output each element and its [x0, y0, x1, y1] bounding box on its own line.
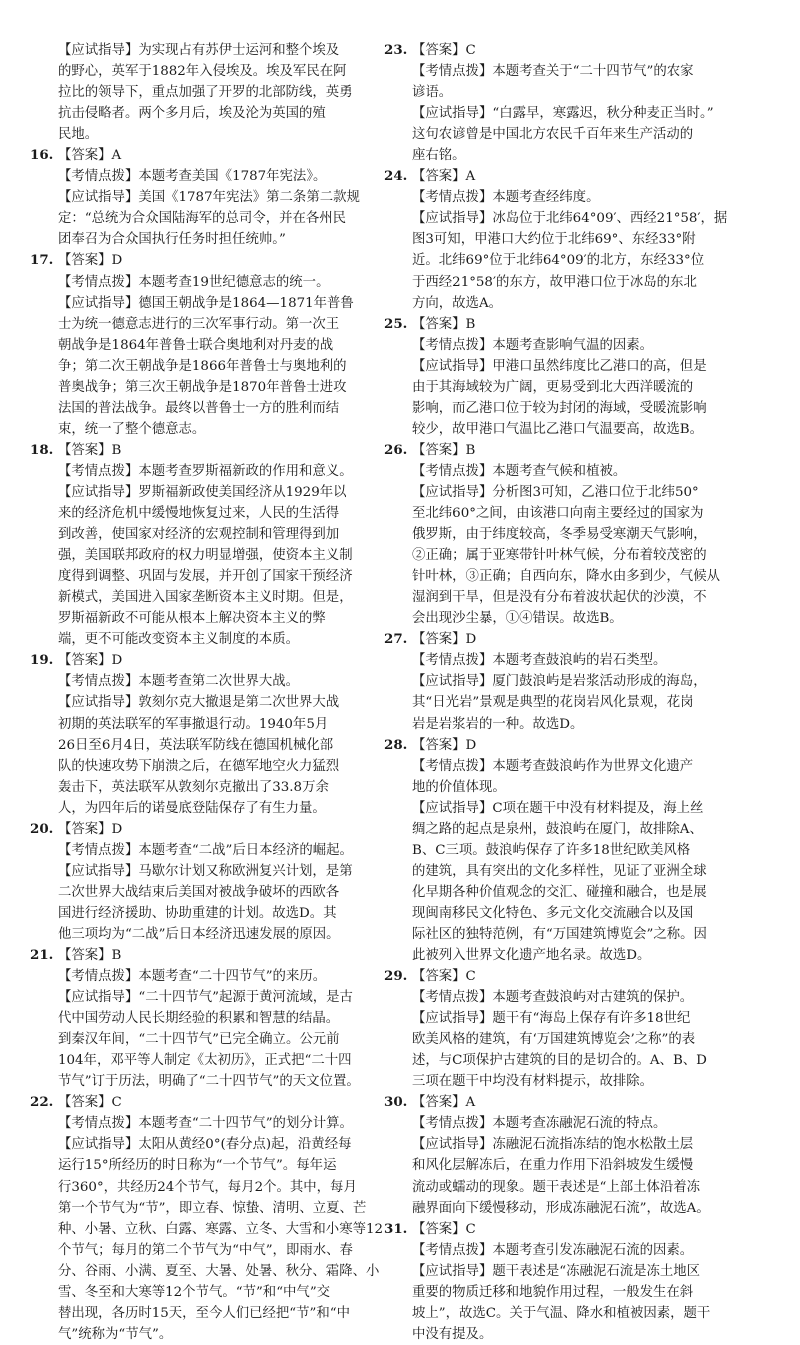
text-content: 【答案】A — [58, 148, 122, 164]
text-line — [412, 461, 762, 482]
text-line — [412, 714, 762, 735]
text-line — [58, 124, 403, 145]
text-content: 度得到调整、巩固与发展，并开创了国家干预经济 — [58, 569, 353, 585]
answer-item — [384, 1092, 762, 1218]
text-line — [58, 735, 403, 756]
text-line — [412, 124, 762, 145]
text-content: 【答案】D — [58, 821, 123, 837]
text-line — [58, 903, 403, 924]
text-content: 定：“总统为合众国陆海军的总司令，并在各州民 — [58, 211, 347, 227]
text-content: 【应试指导】厦门鼓浪屿是岩浆活动形成的海岛， — [412, 674, 707, 690]
text-content: 气”统称为“节气”。 — [58, 1326, 173, 1342]
text-content: B、C三项。鼓浪屿保存了许多18世纪欧美风格 — [412, 842, 691, 858]
text-line — [58, 314, 403, 335]
text-content: 【考情点拨】本题考查引发冻融泥石流的因素。 — [412, 1242, 694, 1258]
text-line — [412, 566, 762, 587]
question-number: 26. — [384, 441, 408, 458]
text-content: 【考情点拨】本题考查气候和植被。 — [412, 463, 627, 479]
text-content: 【应试指导】为实现占有苏伊士运河和整个埃及 — [58, 43, 340, 58]
right-column — [384, 40, 762, 1345]
text-line — [412, 756, 762, 777]
text-line — [412, 335, 762, 356]
text-content: 的野心，英军于1882年入侵埃及。埃及军民在阿 — [58, 64, 347, 80]
text-line — [412, 293, 762, 314]
question-number: 25. — [384, 315, 408, 332]
text-content: 【考情点拨】本题考查第二次世界大战。 — [58, 674, 300, 690]
text-line — [30, 145, 403, 166]
text-line — [412, 608, 762, 629]
text-content: 【考情点拨】本题考查鼓浪屿对古建筑的保护。 — [412, 990, 694, 1006]
text-line — [30, 250, 403, 271]
text-content: 【考情点拨】本题考查鼓浪屿作为世界文化遗产 — [412, 758, 694, 774]
text-content: 【考情点拨】本题考查“二十四节气”的划分计算。 — [58, 1116, 353, 1132]
text-content: 图3可知，甲港口大约位于北纬69°、东经33°附 — [412, 232, 696, 248]
answer-item — [30, 145, 403, 250]
text-content: 现闽南移民文化特色、多元文化交流融合以及国 — [412, 905, 694, 921]
text-content: 强，美国联邦政府的权力明显增强，使资本主义制 — [58, 548, 353, 564]
text-line — [412, 692, 762, 713]
text-content: 【应试指导】敦刻尔克大撤退是第二次世界大战 — [58, 695, 340, 711]
text-content: 【应试指导】罗斯福新政使美国经济从1929年以 — [58, 484, 347, 500]
text-content: 节气”订于历法，明确了“二十四节气”的天文位置。 — [58, 1074, 360, 1090]
text-line — [412, 1113, 762, 1134]
text-line — [412, 229, 762, 250]
text-line — [412, 650, 762, 671]
text-content: 会出现沙尘暴，①④错误。故选B。 — [412, 611, 623, 627]
text-content: 国进行经济援助、协助重建的计划。故选D。其 — [58, 905, 337, 921]
text-content: 【应试指导】马歇尔计划又称欧洲复兴计划，是第 — [58, 863, 353, 879]
text-content: 较少，故甲港口气温比乙港口气温要高，故选B。 — [412, 421, 704, 437]
answer-item — [30, 650, 403, 818]
text-line — [384, 735, 762, 756]
text-content: 代中国劳动人民长期经验的积累和智慧的结晶。 — [58, 1011, 340, 1027]
text-content: 岩是岩浆岩的一种。故选D。 — [412, 716, 584, 732]
text-content: 种、小暑、立秋、白露、寒露、立冬、大雪和小寒等12 — [58, 1221, 384, 1237]
text-content: 雪、冬至和大寒等12个节气。“节”和“中气”交 — [58, 1284, 331, 1300]
answer-item — [384, 440, 762, 629]
text-line — [58, 503, 403, 524]
text-line — [412, 356, 762, 377]
text-content: 到改善，使国家对经济的宏观控制和管理得到加 — [58, 527, 340, 543]
text-line — [412, 250, 762, 271]
text-line — [58, 671, 403, 692]
answer-item — [30, 1092, 403, 1345]
text-content: 俄罗斯，由于纬度较高，冬季易受寒潮天气影响， — [412, 527, 707, 543]
text-line — [412, 419, 762, 440]
answer-item — [30, 945, 403, 1092]
text-line — [412, 861, 762, 882]
text-line — [412, 545, 762, 566]
text-line — [58, 166, 403, 187]
text-content: 新模式，美国进入国家垄断资本主义时期。但是， — [58, 590, 353, 606]
text-content: 【答案】D — [412, 632, 477, 648]
text-content: 【答案】B — [58, 948, 122, 964]
text-content: 【应试指导】题干表述是“冻融泥石流是冻土地区 — [412, 1263, 701, 1279]
text-line — [30, 1092, 403, 1113]
text-line — [58, 293, 403, 314]
text-content: 【答案】C — [412, 43, 476, 58]
text-content: 此被列入世界文化遗产地名录。故选D。 — [412, 948, 651, 964]
text-line — [384, 1219, 762, 1240]
text-content: 【应试指导】冰岛位于北纬64°09′、西经21°58′，据 — [412, 211, 728, 227]
text-line — [412, 1198, 762, 1219]
text-content: 【应试指导】德国王朝战争是1864—1871年普鲁 — [58, 295, 354, 311]
answer-item — [384, 735, 762, 967]
text-content: 初期的英法联军的军事撤退行动。1940年5月 — [58, 716, 329, 732]
text-line — [58, 229, 403, 250]
text-line — [58, 1219, 403, 1240]
text-content: 来的经济危机中缓慢地恢复过来，人民的生活得 — [58, 506, 340, 522]
question-number: 19. — [30, 652, 54, 669]
text-line — [412, 103, 762, 124]
text-content: 和风化层解冻后，在重力作用下沿斜坡发生缓慢 — [412, 1158, 694, 1174]
text-line — [30, 650, 403, 671]
text-content: 【考情点拨】本题考查冻融泥石流的特点。 — [412, 1116, 667, 1132]
text-content: 影响，而乙港口位于较为封闭的海域，受暖流影响 — [412, 400, 707, 416]
text-line — [58, 1261, 403, 1282]
text-line — [412, 272, 762, 293]
text-line — [58, 714, 403, 735]
text-content: 第一个节气为“节”，即立春、惊蛰、清明、立夏、芒 — [58, 1200, 367, 1216]
text-content: 束，统一了整个德意志。 — [58, 421, 206, 437]
text-content: 【应试指导】“白露早，寒露迟，秋分种麦正当时。” — [412, 106, 714, 122]
text-content: 【答案】B — [58, 442, 122, 458]
text-line — [58, 187, 403, 208]
text-content: 民地。 — [58, 127, 99, 143]
text-content: 【答案】A — [412, 169, 476, 185]
text-content: 融界面向下缓慢移动，形成冻融泥石流”，故选A。 — [412, 1200, 710, 1216]
text-content: 【答案】C — [58, 1095, 122, 1111]
text-content: 行360°，共经历24个节气，每月2个。其中，每月 — [58, 1179, 357, 1195]
text-line — [58, 1071, 403, 1092]
text-line — [58, 882, 403, 903]
text-line — [412, 1134, 762, 1155]
text-line — [384, 166, 762, 187]
text-line — [58, 1113, 403, 1134]
text-content: 到秦汉年间，“二十四节气”已完全确立。公元前 — [58, 1032, 340, 1048]
answer-item — [30, 250, 403, 439]
text-content: 抗击侵略者。两个多月后，埃及沦为英国的殖 — [58, 106, 326, 122]
text-content: 104年，邓平等人制定《太初历》，正式把“二十四 — [58, 1053, 352, 1069]
text-content: 至北纬60°之间，由该港口向南主要经过的国家为 — [412, 506, 704, 522]
text-line — [58, 482, 403, 503]
question-number: 18. — [30, 441, 54, 458]
text-line — [412, 840, 762, 861]
left-column — [30, 40, 403, 1345]
text-line — [58, 608, 403, 629]
text-content: 【应试指导】甲港口虽然纬度比乙港口的高，但是 — [412, 358, 707, 374]
text-line — [412, 61, 762, 82]
text-line — [412, 1261, 762, 1282]
text-line — [58, 1240, 403, 1261]
text-content: 【答案】C — [412, 1221, 476, 1237]
text-content: 普奥战争；第三次王朝战争是1870年普鲁士进攻 — [58, 379, 347, 395]
text-line — [58, 1155, 403, 1176]
text-line — [412, 398, 762, 419]
text-content: 争；第二次王朝战争是1866年普鲁士与奥地利的 — [58, 358, 347, 374]
text-content: 方向，故选A。 — [412, 295, 503, 311]
text-line — [412, 777, 762, 798]
text-line — [412, 524, 762, 545]
text-line — [58, 103, 403, 124]
text-content: 26日至6月4日，英法联军防线在德国机械化部 — [58, 737, 334, 753]
text-line — [58, 1198, 403, 1219]
text-line — [412, 1029, 762, 1050]
text-content: 替出现，各历时15天，至今人们已经把“节”和“中 — [58, 1305, 350, 1321]
text-content: 【应试指导】冻融泥石流指冻结的饱水松散土层 — [412, 1137, 694, 1153]
text-line — [58, 40, 403, 61]
text-content: 【考情点拨】本题考查鼓浪屿的岩石类型。 — [412, 653, 667, 669]
question-number: 20. — [30, 820, 54, 837]
text-content: 【考情点拨】本题考查美国《1787年宪法》。 — [58, 169, 327, 185]
text-content: 【应试指导】太阳从黄经0°(春分点)起，沿黄经每 — [58, 1137, 352, 1153]
text-line — [58, 82, 403, 103]
question-number: 30. — [384, 1094, 408, 1111]
text-content: 【答案】A — [412, 1095, 476, 1111]
text-line — [58, 419, 403, 440]
text-content: 【应试指导】分析图3可知，乙港口位于北纬50° — [412, 484, 699, 500]
question-number: 22. — [30, 1094, 54, 1111]
text-content: 谚语。 — [412, 85, 453, 101]
text-line — [58, 987, 403, 1008]
text-line — [58, 377, 403, 398]
text-content: 【应试指导】C项在题干中没有材料提及，海上丝 — [412, 800, 704, 816]
text-line — [58, 777, 403, 798]
text-line — [412, 482, 762, 503]
answer-item — [384, 166, 762, 313]
text-line — [412, 903, 762, 924]
text-line — [412, 1071, 762, 1092]
text-line — [58, 629, 403, 650]
question-number: 31. — [384, 1220, 408, 1237]
text-content: 于西经21°58′的东方，故甲港口位于冰岛的东北 — [412, 274, 697, 290]
text-content: 近。北纬69°位于北纬64°09′的北方，东经33°位 — [412, 253, 705, 269]
text-content: 化早期各种价值观念的交汇、碰撞和融合，也是展 — [412, 884, 707, 900]
text-content: 团奉召为合众国执行任务时担任统帅。” — [58, 232, 286, 248]
text-line — [384, 1092, 762, 1113]
text-line — [58, 1177, 403, 1198]
text-line — [412, 1324, 762, 1345]
text-content: 【答案】B — [412, 316, 476, 332]
text-content: 【考情点拨】本题考查“二十四节气”的来历。 — [58, 969, 327, 985]
text-line — [412, 1008, 762, 1029]
text-content: 三项在题干中均没有材料提示，故排除。 — [412, 1074, 654, 1090]
text-line — [58, 924, 403, 945]
text-content: 由于其海域较为广阔，更易受到北大西洋暖流的 — [412, 379, 694, 395]
text-line — [58, 524, 403, 545]
text-line — [412, 1177, 762, 1198]
text-line — [30, 819, 403, 840]
text-content: 朝战争是1864年普鲁士联合奥地利对丹麦的战 — [58, 337, 334, 353]
text-content: 【答案】C — [412, 969, 476, 985]
text-line — [412, 1155, 762, 1176]
text-line — [412, 1240, 762, 1261]
text-line — [412, 882, 762, 903]
text-content: ②正确；属于亚寒带针叶林气候，分布着较茂密的 — [412, 548, 707, 564]
answer-item — [384, 966, 762, 1092]
text-line — [412, 82, 762, 103]
text-line — [58, 840, 403, 861]
text-line — [412, 208, 762, 229]
text-content: 士为统一德意志进行的三次军事行动。第一次王 — [58, 316, 340, 332]
text-line — [30, 945, 403, 966]
text-content: 罗斯福新政不可能从根本上解决资本主义的弊 — [58, 611, 326, 627]
text-line — [58, 566, 403, 587]
question-number: 27. — [384, 631, 408, 648]
text-line — [412, 1282, 762, 1303]
text-content: 个节气；每月的第二个节气为“中气”，即雨水、春 — [58, 1242, 353, 1258]
text-line — [30, 440, 403, 461]
text-content: 这句农谚曾是中国北方农民千百年来生产活动的 — [412, 127, 694, 143]
text-line — [58, 692, 403, 713]
answer-item — [384, 40, 762, 166]
text-content: 绸之路的起点是泉州，鼓浪屿在厦门，故排除A、 — [412, 821, 703, 837]
text-content: 欧美风格的建筑，有‘万国建筑博览会’之称”的表 — [412, 1032, 696, 1048]
text-line — [384, 440, 762, 461]
text-line — [58, 756, 403, 777]
text-content: 【考情点拨】本题考查“二战”后日本经济的崛起。 — [58, 842, 353, 858]
text-line — [384, 314, 762, 335]
text-content: 际社区的独特范例，有“万国建筑博览会”之称。因 — [412, 926, 707, 942]
text-content: 流动或蠕动的现象。题干表述是“上部土体沿着冻 — [412, 1179, 701, 1195]
text-line — [58, 335, 403, 356]
answer-item — [384, 314, 762, 440]
text-content: 【考情点拨】本题考查关于“二十四节气”的农家 — [412, 64, 694, 80]
text-line — [412, 945, 762, 966]
text-content: 端，更不可能改变资本主义制度的本质。 — [58, 632, 300, 648]
text-content: 二次世界大战结束后美国对被战争破坏的西欧各 — [58, 884, 340, 900]
text-content: 运行15°所经历的时日称为“一个节气”。每年运 — [58, 1158, 337, 1174]
text-line — [58, 61, 403, 82]
question-number: 21. — [30, 947, 54, 964]
text-line — [58, 798, 403, 819]
text-line — [58, 1029, 403, 1050]
text-content: 地的价值体现。 — [412, 779, 506, 795]
text-line — [412, 145, 762, 166]
text-line — [58, 1282, 403, 1303]
text-line — [412, 587, 762, 608]
text-line — [58, 398, 403, 419]
question-number: 28. — [384, 736, 408, 753]
text-line — [58, 356, 403, 377]
text-content: 座右铭。 — [412, 148, 466, 164]
text-content: 重要的物质迁移和地貌作用过程，一般发生在斜 — [412, 1284, 694, 1300]
answer-item — [384, 629, 762, 734]
text-content: 【应试指导】美国《1787年宪法》第二条第二款规 — [58, 190, 360, 206]
text-line — [58, 861, 403, 882]
text-line — [412, 671, 762, 692]
text-content: 【答案】D — [58, 653, 123, 669]
text-content: 他三项均为“二战”后日本经济迅速发展的原因。 — [58, 926, 340, 942]
text-line — [412, 503, 762, 524]
text-line — [412, 1050, 762, 1071]
text-line — [58, 1050, 403, 1071]
text-content: 人，为四年后的诺曼底登陆保存了有生力量。 — [58, 800, 326, 816]
question-number: 29. — [384, 968, 408, 985]
question-number: 17. — [30, 252, 54, 269]
text-line — [58, 208, 403, 229]
text-line — [384, 40, 762, 61]
text-line — [412, 987, 762, 1008]
text-content: 述，与C项保护古建筑的目的是切合的。A、B、D — [412, 1053, 707, 1069]
text-content: 【应试指导】“二十四节气”起源于黄河流域，是古 — [58, 990, 353, 1006]
text-content: 湿润到干旱，但是没有分布着波状起伏的沙漠，不 — [412, 590, 707, 606]
text-line — [412, 377, 762, 398]
answer-item — [30, 440, 403, 650]
question-number: 23. — [384, 42, 408, 58]
text-line — [384, 966, 762, 987]
text-line — [58, 1303, 403, 1324]
text-line — [412, 798, 762, 819]
text-line — [58, 1008, 403, 1029]
answer-item — [384, 1219, 762, 1345]
text-line — [384, 629, 762, 650]
text-content: 法国的普法战争。最终以普鲁士一方的胜利而结 — [58, 400, 340, 416]
text-line — [58, 545, 403, 566]
text-content: 【考情点拨】本题考查19世纪德意志的统一。 — [58, 274, 330, 290]
text-content: 的建筑，具有突出的文化多样性，见证了亚洲全球 — [412, 863, 707, 879]
answer-item — [58, 40, 403, 145]
answer-item — [30, 819, 403, 945]
text-content: 【答案】B — [412, 442, 476, 458]
text-content: 轰击下，英法联军从敦刻尔克撤出了33.8万余 — [58, 779, 329, 795]
text-content: 坡上”，故选C。关于气温、降水和植被因素，题干 — [412, 1305, 711, 1321]
text-line — [58, 966, 403, 987]
text-line — [58, 272, 403, 293]
text-content: 【答案】D — [412, 737, 477, 753]
text-line — [58, 1134, 403, 1155]
text-content: 拉比的领导下，重点加强了开罗的北部防线，英勇 — [58, 85, 353, 101]
text-content: 其“日光岩”景观是典型的花岗岩风化景观，花岗 — [412, 695, 694, 711]
text-content: 分、谷雨、小满、夏至、大暑、处暑、秋分、霜降、小 — [58, 1263, 380, 1279]
text-content: 队的快速攻势下崩溃之后，在德军地空火力猛烈 — [58, 758, 340, 774]
text-line — [412, 1303, 762, 1324]
text-content: 【答案】D — [58, 253, 123, 269]
question-number: 16. — [30, 147, 54, 164]
text-line — [58, 461, 403, 482]
text-content: 【应试指导】题干有“海岛上保存有许多18世纪 — [412, 1011, 691, 1027]
text-line — [58, 1324, 403, 1345]
text-content: 【考情点拨】本题考查影响气温的因素。 — [412, 337, 654, 353]
text-content: 【考情点拨】本题考查经纬度。 — [412, 190, 600, 206]
text-content: 中没有提及。 — [412, 1326, 493, 1342]
text-line — [412, 819, 762, 840]
text-content: 【考情点拨】本题考查罗斯福新政的作用和意义。 — [58, 463, 353, 479]
question-number: 24. — [384, 168, 408, 185]
text-line — [58, 587, 403, 608]
text-line — [412, 924, 762, 945]
text-content: 针叶林，③正确；自西向东，降水由多到少，气候从 — [412, 569, 720, 585]
text-line — [412, 187, 762, 208]
